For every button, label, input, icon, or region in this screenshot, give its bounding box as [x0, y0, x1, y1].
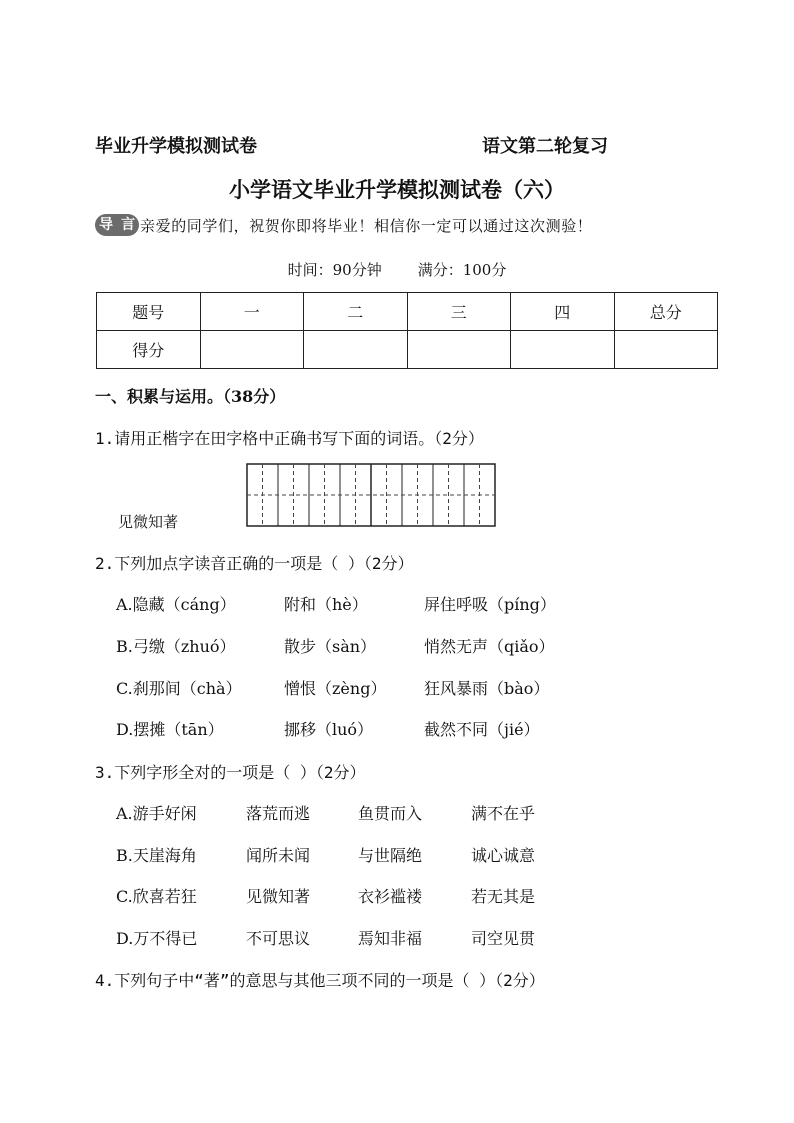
score-row-label: 得分	[97, 331, 201, 369]
exam-info	[0, 259, 794, 280]
badge-char-1: 导	[95, 214, 117, 236]
option-item: 截然不同（jié）	[424, 720, 540, 739]
option-item: B.天崖海角	[116, 846, 197, 865]
option-item: 不可思议	[246, 929, 311, 948]
option-item: C.刹那间（chà）	[116, 679, 242, 698]
score-header-cell: 四	[511, 293, 615, 331]
question-4: 4.下列句子中“著”的意思与其他三项不同的一项是（ ）（2分）	[95, 971, 545, 990]
section-title: 一、积累与运用。（38分）	[95, 387, 286, 406]
score-header-cell: 一	[200, 293, 304, 331]
option-item: D.万不得已	[116, 929, 198, 948]
option-item: 焉知非福	[358, 929, 423, 948]
score-cell[interactable]	[614, 331, 718, 369]
page-title: 小学语文毕业升学模拟测试卷（六）	[229, 177, 565, 202]
exam-full-score: 满分：100分	[417, 261, 507, 279]
option-item: A.游手好闲	[116, 804, 197, 823]
score-header-cell: 题号	[97, 293, 201, 331]
exam-time: 时间：90分钟	[287, 261, 382, 279]
score-header-cell: 三	[407, 293, 511, 331]
score-header-cell: 总分	[614, 293, 718, 331]
option-item: 憎恨（zèng）	[284, 679, 387, 698]
option-item: 屏住呼吸（píng）	[424, 595, 556, 614]
score-cell[interactable]	[511, 331, 615, 369]
option-item: 挪移（luó）	[284, 720, 374, 739]
option-item: 若无其是	[471, 887, 536, 906]
score-cell[interactable]	[200, 331, 304, 369]
question-3: 3.下列字形全对的一项是（ ）（2分）	[95, 763, 366, 782]
option-item: 见微知著	[246, 887, 311, 906]
header-right: 语文第二轮复习	[482, 136, 608, 157]
option-item: 司空见贯	[471, 929, 536, 948]
option-item: 落荒而逃	[246, 804, 311, 823]
option-item: 诚心诚意	[471, 846, 536, 865]
score-cell[interactable]	[407, 331, 511, 369]
option-item: 闻所未闻	[246, 846, 311, 865]
option-item: D.摆摊（tān）	[116, 720, 224, 739]
score-table-header-row	[97, 293, 718, 331]
score-table	[96, 292, 718, 369]
question-1: 1.请用正楷字在田字格中正确书写下面的词语。（2分）	[95, 429, 484, 448]
header-left: 毕业升学模拟测试卷	[95, 136, 257, 157]
option-item: 悄然无声（qiǎo）	[424, 637, 555, 656]
option-item: 与世隔绝	[358, 846, 423, 865]
grid-word: 见微知著	[118, 513, 179, 531]
option-item: 鱼贯而入	[358, 804, 423, 823]
badge-char-2: 言	[117, 214, 139, 236]
score-header-cell: 二	[304, 293, 408, 331]
option-item: B.弓缴（zhuó）	[116, 637, 236, 656]
option-item: 附和（hè）	[284, 595, 368, 614]
intro	[95, 214, 592, 236]
question-2: 2.下列加点字读音正确的一项是（ ）（2分）	[95, 554, 414, 573]
tianzige-grid[interactable]	[246, 463, 496, 527]
intro-text: 亲爱的同学们，祝贺你即将毕业！相信你一定可以通过这次测验！	[140, 216, 593, 235]
option-item: 散步（sàn）	[284, 637, 377, 656]
option-item: A.隐藏（cáng）	[116, 595, 236, 614]
option-item: 满不在乎	[471, 804, 536, 823]
option-item: 衣衫褴褛	[358, 887, 423, 906]
option-item: 狂风暴雨（bào）	[424, 679, 550, 698]
option-item: C.欣喜若狂	[116, 887, 197, 906]
score-cell[interactable]	[304, 331, 408, 369]
score-table-row	[97, 331, 718, 369]
intro-badge	[95, 214, 139, 236]
